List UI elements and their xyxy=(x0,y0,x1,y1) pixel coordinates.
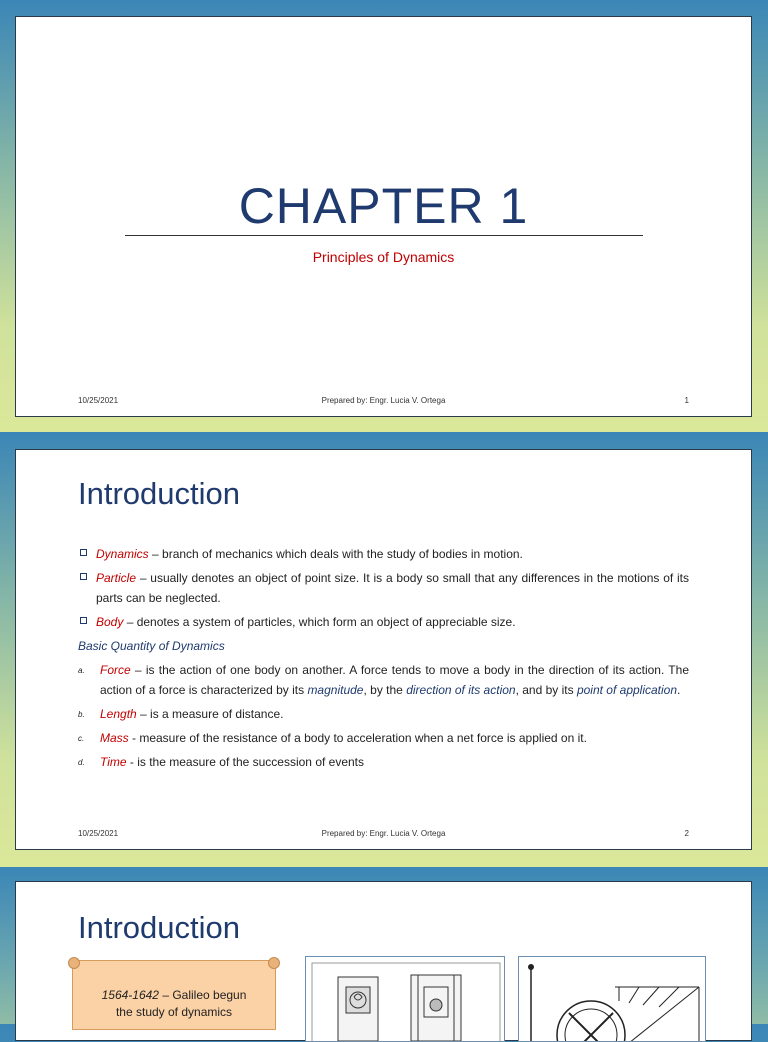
footer-page-number: 2 xyxy=(684,829,689,838)
checkbox-bullet-icon xyxy=(80,549,87,556)
slide-footer xyxy=(16,829,751,841)
list-letter: b. xyxy=(78,710,85,719)
apparatus-illustration-icon xyxy=(306,957,505,1042)
term-definition: - measure of the resistance of a body to acceleration when a net force is applied on it. xyxy=(128,731,587,745)
footer-author: Prepared by: Engr. Lucia V. Ortega xyxy=(321,829,446,838)
list-letter: d. xyxy=(78,758,85,767)
checkbox-bullet-icon xyxy=(80,617,87,624)
historical-apparatus-image xyxy=(305,956,505,1042)
term-definition: – usually denotes an object of point size. It is a body so small that any differences in the motions of its parts can be neglected. xyxy=(96,571,689,605)
compass-diagram-icon xyxy=(519,957,706,1042)
note-text: the study of dynamics xyxy=(115,1005,233,1019)
slide-2[interactable] xyxy=(15,449,752,850)
footer-page-number: 1 xyxy=(684,396,689,405)
list-item xyxy=(78,568,689,608)
slide-content xyxy=(78,544,689,776)
scroll-curl-icon xyxy=(68,957,80,969)
term-label: Force xyxy=(100,663,131,677)
emphasis-text: point of application xyxy=(576,683,678,697)
term-definition: , by the xyxy=(363,683,407,697)
section-subheading: Basic Quantity of Dynamics xyxy=(78,639,225,653)
list-item xyxy=(78,544,689,564)
list-letter: a. xyxy=(78,666,85,675)
emphasis-text: direction of its action xyxy=(406,683,516,697)
term-definition: , and by its xyxy=(515,683,577,697)
scroll-curl-icon xyxy=(268,957,280,969)
list-item xyxy=(78,752,689,772)
term-definition: - is the measure of the succession of events xyxy=(126,755,365,769)
slide-3[interactable] xyxy=(15,881,752,1041)
term-label: Mass xyxy=(100,731,129,745)
slide-footer xyxy=(16,396,751,408)
chapter-subtitle: Principles of Dynamics xyxy=(312,249,455,265)
footer-date: 10/25/2021 xyxy=(78,396,119,405)
historical-diagram-image xyxy=(518,956,706,1042)
title-divider xyxy=(125,235,643,236)
term-label: Body xyxy=(96,615,124,629)
list-item xyxy=(78,612,689,632)
term-label: Time xyxy=(100,755,127,769)
history-note-scroll xyxy=(72,960,276,1030)
slide-1[interactable] xyxy=(15,16,752,417)
note-line xyxy=(73,987,275,1004)
term-label: Particle xyxy=(96,571,137,585)
term-definition: – denotes a system of particles, which form an object of appreciable size. xyxy=(123,615,516,629)
term-definition: – is a measure of distance. xyxy=(136,707,284,721)
list-letter: c. xyxy=(78,734,85,743)
footer-date: 10/25/2021 xyxy=(78,829,119,838)
term-definition: – branch of mechanics which deals with the study of bodies in motion. xyxy=(148,547,523,561)
emphasis-text: magnitude xyxy=(307,683,364,697)
checkbox-bullet-icon xyxy=(80,573,87,580)
term-definition: – is the action of one body on another. A force tends to move a body in the direction of its action. The action of a force is characterized by its xyxy=(100,663,689,697)
footer-author: Prepared by: Engr. Lucia V. Ortega xyxy=(321,396,446,405)
list-item xyxy=(78,660,689,700)
term-definition: . xyxy=(677,683,681,697)
note-years: 1564-1642 xyxy=(101,988,159,1002)
chapter-title: CHAPTER 1 xyxy=(238,178,529,234)
note-text: – Galileo begun xyxy=(158,988,247,1002)
term-label: Length xyxy=(100,707,137,721)
term-label: Dynamics xyxy=(96,547,149,561)
slide-title: Introduction xyxy=(78,910,240,945)
list-item xyxy=(78,704,689,724)
list-item xyxy=(78,728,689,748)
slide-title: Introduction xyxy=(78,476,240,511)
